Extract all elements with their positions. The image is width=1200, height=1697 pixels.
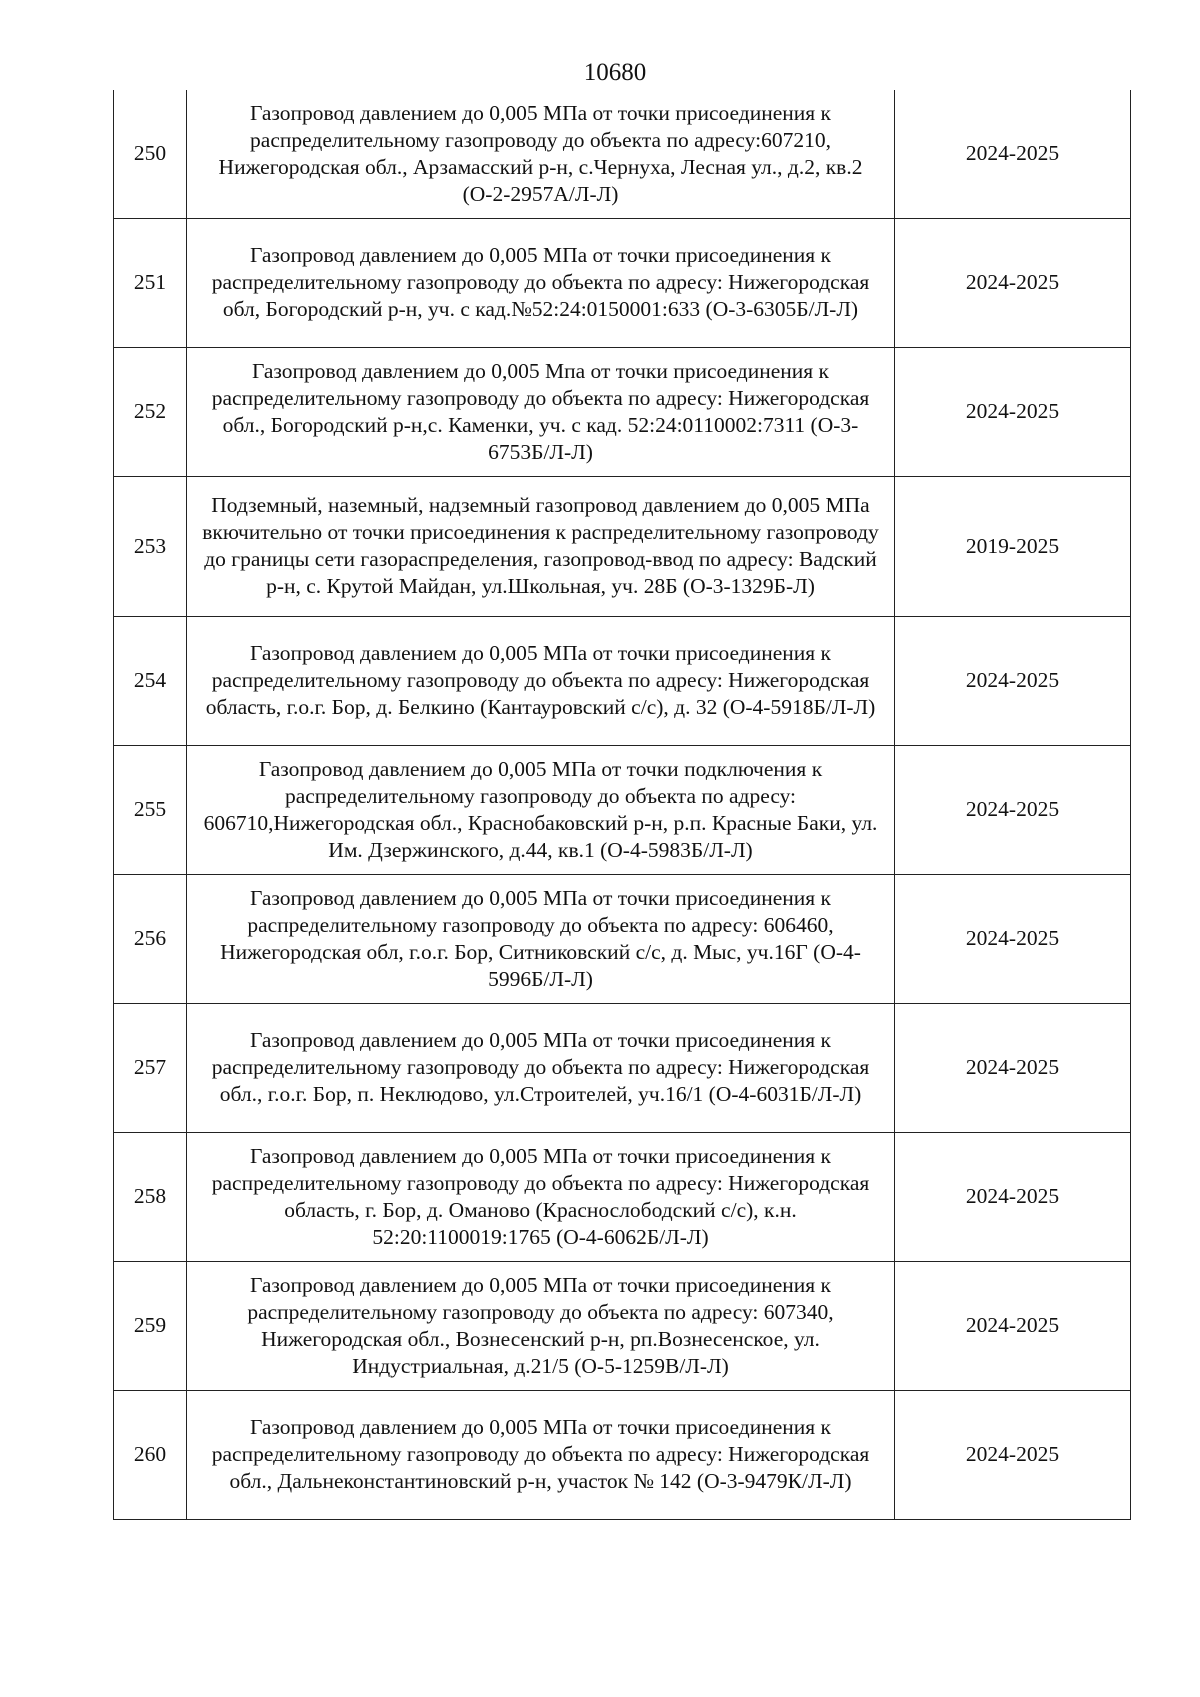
period: 2024-2025 (895, 90, 1131, 218)
table-row (114, 874, 1131, 1003)
table-row (114, 347, 1131, 476)
row-number: 257 (114, 1003, 187, 1132)
period: 2024-2025 (895, 1132, 1131, 1261)
table-row (114, 476, 1131, 616)
table-row (114, 218, 1131, 347)
object-description: Газопровод давлением до 0,005 МПа от точки присоединения к распределительному газопроводу до объекта по адресу: Нижегородская обл, Богородский р-н, уч. с кад.№52:24:0150001:633 (О-3-6305Б/Л-Л) (187, 218, 895, 347)
object-description: Газопровод давлением до 0,005 МПа от точки присоединения к распределительному газопроводу до объекта по адресу: Нижегородская обл., г.о.г. Бор, п. Неклюдово, ул.Строителей, уч.16/1 (О-4-6031Б/Л-Л) (187, 1003, 895, 1132)
object-description: Газопровод давлением до 0,005 МПа от точки подключения к распределительному газопроводу до объекта по адресу: 606710,Нижегородская обл., Краснобаковский р-н, р.п. Красные Баки, ул. Им. Дзержинского, д.44, кв.1 (О-4-5983Б/Л-Л) (187, 745, 895, 874)
period: 2024-2025 (895, 1390, 1131, 1519)
object-description: Газопровод давлением до 0,005 МПа от точки присоединения к распределительному газопроводу до объекта по адресу: 606460, Нижегородская обл, г.о.г. Бор, Ситниковский с/с, д. Мыс, уч.16Г (О-4-5996Б/Л-Л) (187, 874, 895, 1003)
row-number: 251 (114, 218, 187, 347)
period: 2019-2025 (895, 476, 1131, 616)
row-number: 255 (114, 745, 187, 874)
row-number: 254 (114, 616, 187, 745)
period: 2024-2025 (895, 874, 1131, 1003)
period: 2024-2025 (895, 347, 1131, 476)
period: 2024-2025 (895, 1261, 1131, 1390)
table-row (114, 1003, 1131, 1132)
object-description: Газопровод давлением до 0,005 МПа от точки присоединения к распределительному газопроводу до объекта по адресу: 607340, Нижегородская обл., Вознесенский р-н, рп.Вознесенское, ул. Индустриальная, д.21/5 (О-5-1259В/Л-Л) (187, 1261, 895, 1390)
object-description: Газопровод давлением до 0,005 Мпа от точки присоединения к распределительному газопроводу до объекта по адресу: Нижегородская обл., Богородский р-н,с. Каменки, уч. с кад. 52:24:0110002:7311 (О-3-6753Б/Л-Л) (187, 347, 895, 476)
row-number: 253 (114, 476, 187, 616)
table-row (114, 1390, 1131, 1519)
period: 2024-2025 (895, 218, 1131, 347)
table-row (114, 616, 1131, 745)
object-description: Подземный, наземный, надземный газопровод давлением до 0,005 МПа вкючительно от точки присоединения к распределительному газопроводу до границы сети газораспределения, газопровод-ввод по адресу: Вадский р-н, с. Крутой Майдан, ул.Школьная, уч. 28Б (О-3-1329Б-Л) (187, 476, 895, 616)
page-number: 10680 (583, 59, 647, 86)
object-description: Газопровод давлением до 0,005 МПа от точки присоединения к распределительному газопроводу до объекта по адресу: Нижегородская обл., Дальнеконстантиновский р-н, участок № 142 (О-3-9479К/Л-Л) (187, 1390, 895, 1519)
table-row (114, 1261, 1131, 1390)
table-row (114, 745, 1131, 874)
object-description: Газопровод давлением до 0,005 МПа от точки присоединения к распределительному газопроводу до объекта по адресу:607210, Нижегородская обл., Арзамасский р-н, с.Чернуха, Лесная ул., д.2, кв.2 (О-2-2957А/Л-Л) (187, 90, 895, 218)
objects-table (113, 90, 1131, 1520)
table-row (114, 1132, 1131, 1261)
row-number: 250 (114, 90, 187, 218)
object-description: Газопровод давлением до 0,005 МПа от точки присоединения к распределительному газопроводу до объекта по адресу: Нижегородская область, г. Бор, д. Оманово (Краснослободский с/с), к.н. 52:20:1100019:1765 (О-4-6062Б/Л-Л) (187, 1132, 895, 1261)
period: 2024-2025 (895, 745, 1131, 874)
row-number: 260 (114, 1390, 187, 1519)
object-description: Газопровод давлением до 0,005 МПа от точки присоединения к распределительному газопроводу до объекта по адресу: Нижегородская область, г.о.г. Бор, д. Белкино (Кантауровский с/с), д. 32 (О-4-5918Б/Л-Л) (187, 616, 895, 745)
table-row (114, 90, 1131, 218)
row-number: 252 (114, 347, 187, 476)
row-number: 259 (114, 1261, 187, 1390)
row-number: 256 (114, 874, 187, 1003)
period: 2024-2025 (895, 1003, 1131, 1132)
period: 2024-2025 (895, 616, 1131, 745)
row-number: 258 (114, 1132, 187, 1261)
